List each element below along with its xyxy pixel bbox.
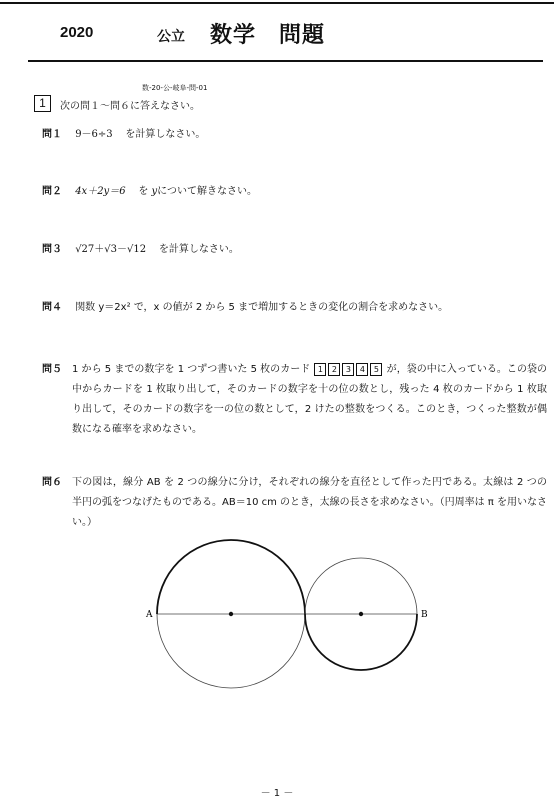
question-label: 問５: [42, 364, 62, 375]
large-lower-arc: [157, 614, 305, 688]
label-b: B: [421, 610, 428, 620]
question-text: 下の図は，線分 AB を 2 つの線分に分け，それぞれの線分を直径として作った円である。太線は 2 つの半円の弧をつなげたものである。AB＝10 cm のとき，太線の長さを求めなさい。（円周率は π を用いなさい。）: [72, 477, 547, 528]
page-number: － 1 －: [260, 788, 294, 799]
question-text: を計算しなさい。: [125, 129, 206, 140]
problem-code: 数-20-公-岐阜-問-01: [142, 84, 208, 92]
question-text-pre: を: [138, 186, 149, 197]
question-label: 問３: [42, 244, 62, 255]
question-label: 問４: [42, 302, 62, 313]
small-upper-arc: [305, 558, 417, 614]
question-var: y: [151, 186, 158, 197]
card-1: 1: [314, 363, 326, 376]
question-text-post: について解きなさい。: [157, 186, 257, 197]
header-year: 2020: [60, 24, 94, 41]
card-2: 2: [328, 363, 340, 376]
header-type: 公立: [157, 29, 185, 45]
question-label: 問１: [42, 129, 62, 140]
small-lower-arc-bold: [305, 614, 417, 670]
question-text-post: が，袋の中に入っている。この袋の中からカードを 1 枚取り出して，そのカードの数字を十の位の数とし，残った 4 枚のカードから 1 枚取り出して，そのカードの数字を一の位の数として，2 けたの整数をつくる。このとき，つくった整数が偶数になる確率を求めなさい。: [72, 364, 547, 435]
question-text: 関数 y＝2x² で，x の値が 2 から 5 まで増加するときの変化の割合を求めなさい。: [75, 302, 449, 313]
section-instruction: 次の問１～問６に答えなさい。: [60, 101, 200, 112]
header-title: 数学 問題: [210, 23, 326, 48]
large-center-dot: [229, 612, 233, 616]
question-label: 問６: [42, 477, 62, 488]
large-upper-arc-bold: [157, 540, 305, 614]
question-text-pre: 1 から 5 までの数字を 1 つずつ書いた 5 枚のカード: [72, 364, 311, 375]
question-math: √27＋√3－√12: [75, 244, 147, 255]
card-3: 3: [342, 363, 354, 376]
question-math: 9－6÷3: [75, 129, 113, 140]
small-center-dot: [359, 612, 363, 616]
question-label: 問２: [42, 186, 62, 197]
question-text: を計算しなさい。: [158, 244, 239, 255]
card-4: 4: [356, 363, 368, 376]
card-5: 5: [370, 363, 382, 376]
question-math: 4x＋2y＝6: [75, 186, 126, 197]
label-a: A: [146, 610, 153, 620]
section-number: 1: [34, 95, 51, 112]
